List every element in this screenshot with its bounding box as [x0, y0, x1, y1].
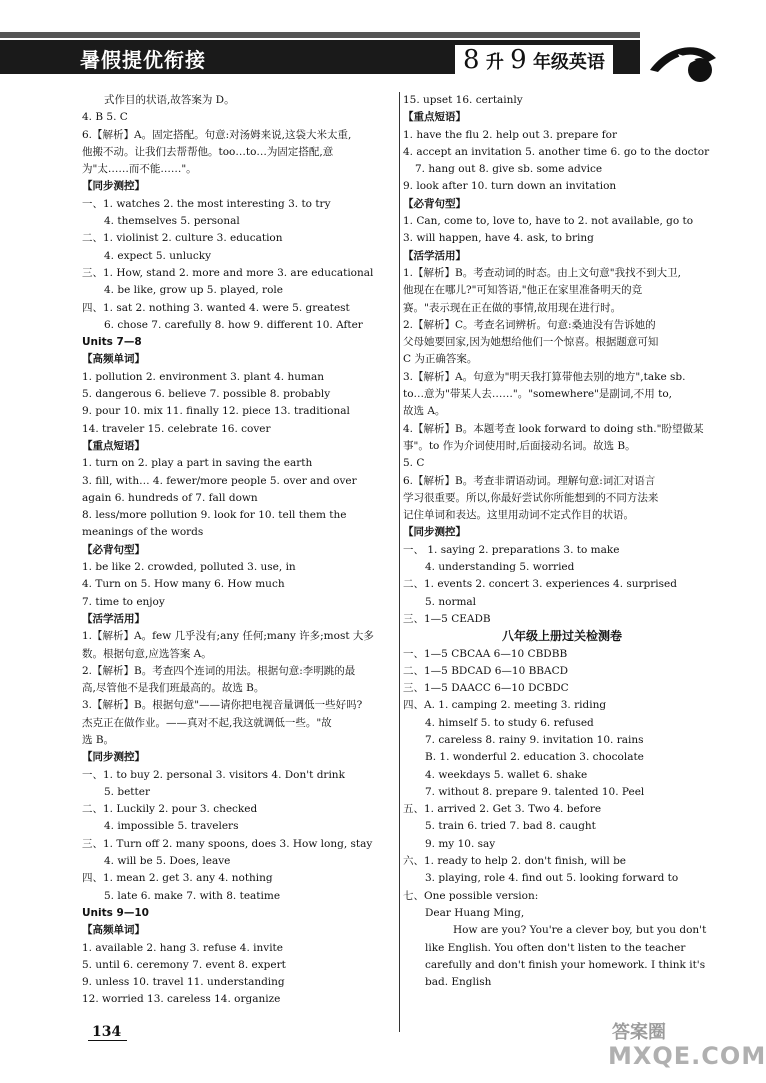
answer-line: 5. late 6. make 7. with 8. teatime — [104, 889, 281, 902]
grade-mid: 升 — [485, 52, 504, 73]
answer-line: 5. C — [403, 457, 425, 470]
answer-line: 4. will be 5. Does, leave — [104, 855, 231, 868]
answer-line: 1. available 2. hang 3. refuse 4. invite — [82, 941, 283, 954]
section-heading: 【必背句型】 — [82, 543, 145, 556]
section-heading: Units 7—8 — [82, 336, 142, 349]
answer-line: 4. understanding 5. worried — [425, 561, 575, 574]
answer-line: 事"。to 作为介词使用时,后面接动名词。故选 B。 — [403, 439, 636, 452]
answer-line: 三、1. How, stand 2. more and more 3. are educational — [82, 266, 374, 279]
grade-from: 8 — [463, 45, 480, 75]
answer-line: 5. train 6. tried 7. bad 8. caught — [425, 820, 596, 833]
answer-line: 7. careless 8. rainy 9. invitation 10. rains — [425, 733, 644, 746]
watermark-url: MXQE.COM — [608, 1042, 766, 1070]
answer-line: 4. accept an invitation 5. another time 6. go to the doctor — [403, 145, 710, 158]
answer-line: 四、1. sat 2. nothing 3. wanted 4. were 5. greatest — [82, 301, 350, 314]
answer-line: 四、1. mean 2. get 3. any 4. nothing — [82, 872, 273, 885]
answer-line: 7. hang out 8. give sb. some advice — [415, 163, 603, 176]
answer-line: 1.【解析】A。few 几乎没有;any 任何;many 许多;most 大多 — [82, 630, 374, 643]
answer-line: 9. pour 10. mix 11. finally 12. piece 13. traditional — [82, 405, 350, 418]
answer-line: 一、1. watches 2. the most interesting 3. to try — [82, 197, 331, 210]
answer-line: 1. pollution 2. environment 3. plant 4. human — [82, 370, 324, 383]
left-column — [82, 92, 397, 1009]
answer-line: 1. turn on 2. play a part in saving the earth — [82, 457, 313, 470]
answer-line: 二、1. violinist 2. culture 3. education — [82, 232, 283, 245]
section-heading: 【重点短语】 — [403, 111, 466, 124]
answer-line: Dear Huang Ming, — [425, 906, 525, 919]
answer-line: 一、1. to buy 2. personal 3. visitors 4. Don't drink — [82, 768, 345, 781]
answer-line: 记住单词和表达。这里用动词不定式作目的状语。 — [403, 509, 634, 522]
answer-line: 1. be like 2. crowded, polluted 3. use, in — [82, 561, 296, 574]
section-heading: 【同步测控】 — [82, 180, 145, 193]
page-number: 134 — [88, 1024, 127, 1041]
answer-line: 高,尽管他不是我们班最高的。故选 B。 — [82, 682, 265, 695]
section-heading: 【同步测控】 — [82, 751, 145, 764]
answer-line: 14. traveler 15. celebrate 16. cover — [82, 422, 271, 435]
answer-line: 6.【解析】B。考查非谓语动词。理解句意:词汇对语言 — [403, 474, 656, 487]
section-heading: 【高频单词】 — [82, 924, 145, 937]
answer-line: meanings of the words — [82, 526, 204, 539]
answer-line: 三、1—5 DAACC 6—10 DCBDC — [403, 682, 569, 695]
answer-line: 4. B 5. C — [82, 111, 128, 124]
answer-line: 七、One possible version: — [403, 889, 539, 902]
answer-line: 式作目的状语,故答案为 D。 — [104, 94, 235, 106]
section-heading: 【活学活用】 — [82, 612, 145, 625]
answer-line: 5. better — [104, 785, 150, 798]
answer-line: 4. expect 5. unlucky — [104, 249, 212, 262]
answer-line: 二、1. events 2. concert 3. experiences 4. surprised — [403, 578, 677, 591]
answer-line: 4. himself 5. to study 6. refused — [425, 716, 594, 729]
answer-line: 7. time to enjoy — [82, 595, 165, 608]
answer-line: 4. impossible 5. travelers — [104, 820, 239, 833]
answer-line: 二、1—5 BDCAD 6—10 BBACD — [403, 664, 569, 677]
series-title: 暑假提优衔接 — [80, 48, 206, 72]
watermark-logo-text: 答案圈 — [612, 1022, 666, 1043]
answer-line: 4. weekdays 5. wallet 6. shake — [425, 768, 588, 781]
answer-line: 选 B。 — [82, 733, 115, 746]
answer-line: 4. be like, grow up 5. played, role — [104, 284, 283, 297]
section-heading: 【必背句型】 — [403, 197, 466, 210]
answer-line: 4.【解析】B。本题考查 look forward to doing sth."盼望做某 — [403, 422, 704, 435]
answer-line: 四、A. 1. camping 2. meeting 3. riding — [403, 699, 607, 712]
answer-line: 9. unless 10. travel 11. understanding — [82, 976, 285, 989]
section-heading: 【同步测控】 — [403, 526, 466, 539]
answer-line: 5. dangerous 6. believe 7. possible 8. probably — [82, 388, 331, 401]
answer-line: 3.【解析】B。根据句意"——请你把电视音量调低一些好吗? — [82, 699, 363, 712]
answer-line: 学习很重要。所以,你最好尝试你所能想到的不同方法来 — [403, 491, 659, 504]
answer-line: 二、1. Luckily 2. pour 3. checked — [82, 803, 258, 816]
answer-line: 六、1. ready to help 2. don't finish, will be — [403, 855, 627, 868]
answer-line: 6.【解析】A。固定搭配。句意:对汤姆来说,这袋大米太重, — [82, 128, 352, 141]
answer-line: 故选 A。 — [403, 405, 446, 418]
grade-to: 9 — [510, 45, 527, 75]
section-heading: 【高频单词】 — [82, 353, 145, 366]
test-title: 八年级上册过关检测卷 — [501, 629, 622, 644]
answer-line: 15. upset 16. certainly — [403, 94, 523, 106]
answer-line: 7. without 8. prepare 9. talented 10. Peel — [425, 785, 645, 798]
answer-line: 数。根据句意,应选答案 A。 — [82, 647, 212, 660]
page-header — [0, 0, 750, 92]
answer-line: 2.【解析】B。考查四个连词的用法。根据句意:李明跳的最 — [82, 664, 356, 677]
answer-line: 12. worried 13. careless 14. organize — [82, 993, 281, 1006]
answer-line: 他现在在哪儿?"可知答语,"他正在家里准备明天的竞 — [403, 284, 643, 297]
subject-label: 年级英语 — [532, 52, 605, 73]
answer-line: 1. Can, come to, love to, have to 2. not available, go to — [403, 215, 694, 228]
answer-line: 赛。"表示现在正在做的事情,故用现在进行时。 — [403, 301, 622, 314]
answer-line: 五、1. arrived 2. Get 3. Two 4. before — [403, 803, 602, 816]
answer-line: 9. my 10. say — [425, 837, 496, 850]
grade-subject-label — [455, 45, 613, 75]
answer-line: 为"太……而不能……"。 — [82, 163, 197, 176]
answer-line: 一、 1. saying 2. preparations 3. to make — [403, 543, 620, 556]
answer-line: again 6. hundreds of 7. fall down — [82, 491, 258, 504]
answer-line: to…意为"带某人去……"。"somewhere"是副词,不用 to, — [403, 388, 672, 401]
answer-line: 2.【解析】C。考查名词辨析。句意:桑迪没有告诉她的 — [403, 318, 656, 331]
answer-line: 3.【解析】A。句意为"明天我打算带他去别的地方",take sb. — [403, 370, 686, 383]
answer-line: 8. less/more pollution 9. look for 10. tell them the — [82, 509, 347, 522]
answer-line: 1.【解析】B。考查动词的时态。由上文句意"我找不到大卫, — [403, 266, 681, 279]
answer-line: 4. themselves 5. personal — [104, 215, 240, 228]
right-column — [403, 92, 721, 991]
section-heading: 【活学活用】 — [403, 249, 466, 262]
section-heading: Units 9—10 — [82, 906, 149, 919]
answer-line: 1. have the flu 2. help out 3. prepare for — [403, 128, 617, 141]
answer-line: 三、1—5 CEADB — [403, 612, 491, 625]
answer-line: 他搬不动。让我们去帮帮他。too…to…为固定搭配,意 — [82, 145, 334, 158]
answer-line: 5. until 6. ceremony 7. event 8. expert — [82, 958, 286, 971]
answer-line: 3. will happen, have 4. ask, to bring — [403, 232, 594, 245]
answer-line: 一、1—5 CBCAA 6—10 CBDBB — [403, 647, 568, 660]
section-heading: 【重点短语】 — [82, 439, 145, 452]
answer-line: 5. normal — [425, 595, 477, 608]
answer-line: 9. look after 10. turn down an invitation — [403, 180, 617, 193]
sample-letter-paragraph: How are you? You're a clever boy, but you don't like English. You often don't listen to the teacher carefully and don't finish your homework. I think it's bad. English — [425, 924, 707, 989]
answer-line: 6. chose 7. carefully 8. how 9. different 10. After — [104, 318, 363, 331]
answer-line: 杰克正在做作业。——真对不起,我这就调低一些。"故 — [82, 716, 332, 729]
answer-line: 3. playing, role 4. find out 5. looking forward to — [425, 872, 679, 885]
column-divider — [399, 92, 400, 1032]
swoosh-logo-icon — [648, 40, 718, 82]
answer-line: 父母她要回家,因为她想给他们一个惊喜。根据题意可知 — [403, 336, 659, 349]
answer-line: B. 1. wonderful 2. education 3. chocolate — [425, 751, 644, 764]
answer-line: 三、1. Turn off 2. many spoons, does 3. How long, stay — [82, 837, 373, 850]
answer-line: 3. fill, with… 4. fewer/more people 5. over and over — [82, 474, 357, 487]
answer-line: 4. Turn on 5. How many 6. How much — [82, 578, 285, 591]
answer-line: C 为正确答案。 — [403, 353, 478, 366]
